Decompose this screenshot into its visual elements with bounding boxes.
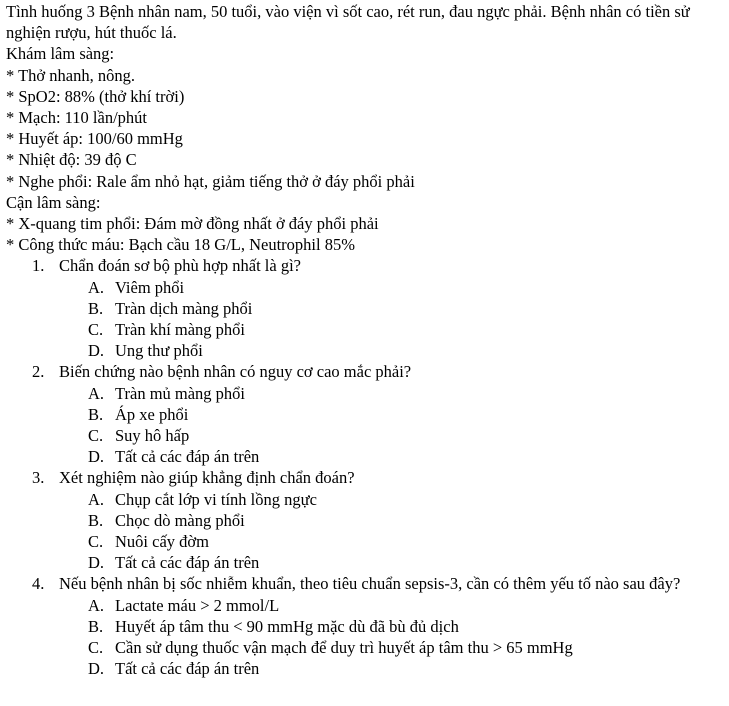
question-text: Nếu bệnh nhân bị sốc nhiễm khuẩn, theo tiêu chuẩn sepsis-3, cần có thêm yếu tố nào sau đây? — [59, 574, 681, 594]
answer-option — [6, 319, 725, 340]
option-text: Tràn khí màng phổi — [115, 320, 246, 340]
option-text: Tất cả các đáp án trên — [115, 659, 260, 679]
option-text: Tất cả các đáp án trên — [115, 447, 260, 467]
answer-option — [6, 637, 725, 658]
question-number: 1. — [32, 256, 45, 276]
answer-option — [6, 298, 725, 319]
answer-option — [6, 277, 725, 298]
question-number: 2. — [32, 362, 45, 382]
option-letter: A. — [88, 595, 105, 615]
option-text: Nuôi cấy đờm — [115, 532, 209, 552]
answer-option — [6, 446, 725, 467]
clinical-item: * Nhiệt độ: 39 độ C — [6, 150, 137, 170]
answer-option — [6, 489, 725, 510]
question-text: Xét nghiệm nào giúp khẳng định chẩn đoán? — [59, 468, 355, 488]
question-number: 4. — [32, 574, 45, 594]
option-letter: C. — [88, 638, 104, 658]
option-text: Cần sử dụng thuốc vận mạch để duy trì huyết áp tâm thu > 65 mmHg — [115, 638, 573, 658]
answer-option — [6, 510, 725, 531]
answer-option — [6, 404, 725, 425]
option-letter: B. — [88, 616, 104, 636]
question-text: Biến chứng nào bệnh nhân có nguy cơ cao mắc phải? — [59, 362, 412, 382]
option-text: Ung thư phổi — [115, 341, 203, 361]
option-text: Áp xe phổi — [115, 404, 189, 424]
answer-option — [6, 340, 725, 361]
option-letter: D. — [88, 659, 105, 679]
option-letter: C. — [88, 320, 104, 340]
option-letter: B. — [88, 510, 104, 530]
option-letter: C. — [88, 426, 104, 446]
question-2 — [6, 361, 725, 382]
option-text: Suy hô hấp — [115, 426, 190, 446]
option-letter: A. — [88, 489, 105, 509]
answer-option — [6, 552, 725, 573]
option-letter: D. — [88, 341, 105, 361]
option-text: Chụp cắt lớp vi tính lồng ngực — [115, 489, 317, 509]
paraclinical-heading: Cận lâm sàng: — [6, 192, 101, 212]
option-letter: D. — [88, 447, 105, 467]
option-letter: D. — [88, 553, 105, 573]
answer-option — [6, 616, 725, 637]
option-text: Lactate máu > 2 mmol/L — [115, 595, 280, 615]
answer-option — [6, 658, 725, 679]
option-letter: A. — [88, 383, 105, 403]
option-text: Huyết áp tâm thu < 90 mmHg mặc dù đã bù đủ dịch — [115, 616, 459, 636]
case-intro: Tình huống 3 Bệnh nhân nam, 50 tuổi, vào viện vì sốt cao, rét run, đau ngực phải. Bệnh nhân có tiền sử nghiện rượu, hút thuốc lá. — [6, 2, 690, 43]
clinical-item: * Huyết áp: 100/60 mmHg — [6, 129, 183, 149]
answer-option — [6, 383, 725, 404]
clinical-item: * Nghe phổi: Rale ẩm nhỏ hạt, giảm tiếng thở ở đáy phổi phải — [6, 171, 415, 191]
question-4 — [6, 573, 725, 594]
answer-option — [6, 531, 725, 552]
option-text: Chọc dò màng phổi — [115, 510, 245, 530]
clinical-item: * Mạch: 110 lần/phút — [6, 108, 147, 128]
option-letter: B. — [88, 404, 104, 424]
paraclinical-item: * Công thức máu: Bạch cầu 18 G/L, Neutrophil 85% — [6, 235, 355, 255]
option-text: Tất cả các đáp án trên — [115, 553, 260, 573]
clinical-item: * SpO2: 88% (thở khí trời) — [6, 86, 185, 106]
answer-option — [6, 425, 725, 446]
option-text: Tràn dịch màng phổi — [115, 298, 253, 318]
option-text: Tràn mủ màng phổi — [115, 383, 246, 403]
option-letter: A. — [88, 277, 105, 297]
clinical-heading: Khám lâm sàng: — [6, 44, 115, 64]
clinical-item: * Thở nhanh, nông. — [6, 65, 135, 85]
question-number: 3. — [32, 468, 45, 488]
paraclinical-item: * X-quang tim phổi: Đám mờ đồng nhất ở đáy phổi phải — [6, 214, 379, 234]
option-letter: C. — [88, 532, 104, 552]
question-1 — [6, 255, 725, 276]
answer-option — [6, 595, 725, 616]
option-letter: B. — [88, 298, 104, 318]
question-text: Chẩn đoán sơ bộ phù hợp nhất là gì? — [59, 256, 301, 276]
question-3 — [6, 467, 725, 488]
option-text: Viêm phổi — [115, 277, 185, 297]
